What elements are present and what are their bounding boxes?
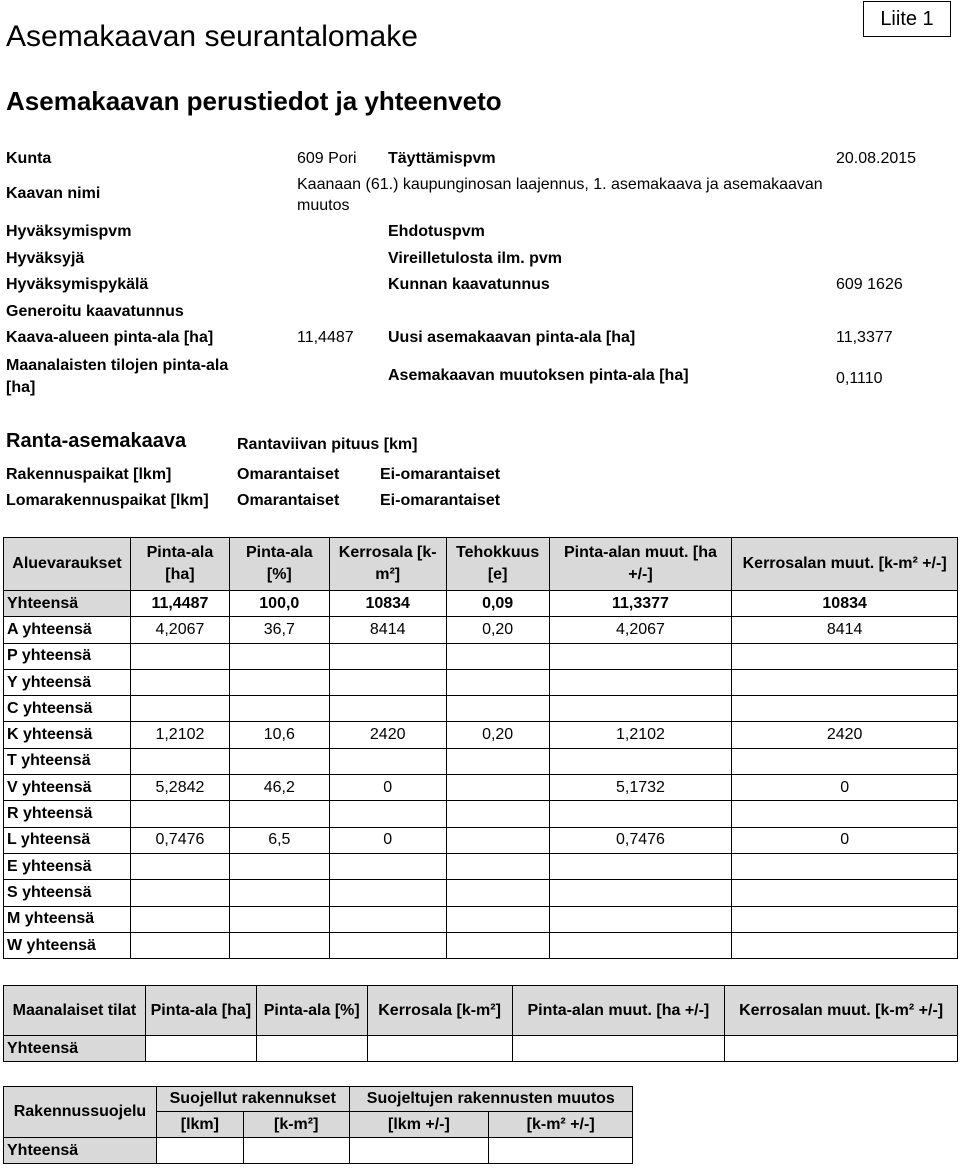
table-cell [229, 643, 329, 669]
table-cell [130, 801, 229, 827]
table-cell [732, 669, 958, 695]
maanalaisten-label-2: [ha] [6, 379, 36, 396]
table-cell: 11,4487 [130, 591, 229, 617]
maanalaiset-total-cell [512, 1036, 725, 1062]
tayttamispvm-label: Täyttämispvm [388, 150, 496, 167]
table-cell: 2420 [329, 722, 446, 748]
maanalaiset-total-cell [367, 1036, 512, 1062]
table-cell [229, 880, 329, 906]
section-title: Asemakaavan perustiedot ja yhteenveto [6, 86, 502, 116]
suojelu-sub-km2: [k-m²] [243, 1112, 349, 1138]
table-cell: 46,2 [229, 775, 329, 801]
row-label: A yhteensä [4, 617, 131, 643]
maanalaiset-total-cell [256, 1036, 367, 1062]
kunta-label: Kunta [6, 150, 52, 167]
form-title: Asemakaavan seurantalomake [6, 20, 418, 53]
table-cell [549, 696, 732, 722]
kaavan-nimi-value-2: muutos [297, 197, 350, 214]
row-label: K yhteensä [4, 722, 131, 748]
table-row [4, 591, 958, 617]
table-cell [130, 748, 229, 774]
table-cell [229, 853, 329, 879]
suojelu-total-cell [349, 1138, 489, 1164]
table-cell: 100,0 [229, 591, 329, 617]
table-row [4, 880, 958, 906]
table-cell [446, 932, 549, 958]
table-row [4, 932, 958, 958]
table-row [4, 617, 958, 643]
row-label: M yhteensä [4, 906, 131, 932]
header-pinta-ala-ha: Pinta-ala [ha] [130, 538, 229, 591]
kunnan-kaavatunnus-value: 609 1626 [836, 276, 903, 293]
table-row [4, 775, 958, 801]
table-cell: 5,1732 [549, 775, 732, 801]
rakennussuojelu-table [3, 1086, 633, 1164]
table-cell [329, 880, 446, 906]
header-tehokkuus: Tehokkuus [e] [446, 538, 549, 591]
table-cell [732, 932, 958, 958]
suojelu-total-cell [489, 1138, 633, 1164]
table-cell [229, 906, 329, 932]
kunnan-kaavatunnus-label: Kunnan kaavatunnus [388, 276, 550, 293]
table-cell: 4,2067 [130, 617, 229, 643]
aluevaraukset-table [3, 537, 958, 959]
maanalaiset-table [3, 985, 958, 1062]
muutoksen-value: 0,1110 [836, 370, 883, 387]
uusi-pinta-ala-label: Uusi asemakaavan pinta-ala [ha] [388, 329, 636, 346]
table-cell [446, 880, 549, 906]
maanalaiset-header-tilat: Maanalaiset tilat [4, 986, 146, 1036]
table-cell [732, 643, 958, 669]
maanalaiset-header-kerrosalan-muut: Kerrosalan muut. [k-m² +/-] [725, 986, 958, 1036]
table-cell: 0,7476 [549, 827, 732, 853]
table-cell [549, 880, 732, 906]
hyvaksymispykala-label: Hyväksymispykälä [6, 276, 149, 293]
table-cell: 8414 [732, 617, 958, 643]
table-cell [446, 775, 549, 801]
appendix-label: Liite 1 [863, 1, 951, 37]
ehdotuspvm-label: Ehdotuspvm [388, 223, 485, 240]
hyvaksymispvm-label: Hyväksymispvm [6, 223, 132, 240]
maanalaiset-header-pinta-ala-pct: Pinta-ala [%] [256, 986, 367, 1036]
header-pinta-alan-muut: Pinta-alan muut. [ha +/-] [549, 538, 732, 591]
table-row [4, 669, 958, 695]
header-kerrosalan-muut: Kerrosalan muut. [k-m² +/-] [732, 538, 958, 591]
suojelu-sub-lkm: [lkm] [156, 1112, 243, 1138]
table-row [4, 643, 958, 669]
table-cell [446, 853, 549, 879]
table-cell [446, 643, 549, 669]
lomarakennuspaikat-label: Lomarakennuspaikat [lkm] [6, 492, 209, 509]
table-cell: 0 [732, 775, 958, 801]
table-cell [446, 669, 549, 695]
maanalaiset-header-pinta-alan-muut: Pinta-alan muut. [ha +/-] [512, 986, 725, 1036]
kunta-value: 609 Pori [297, 150, 357, 167]
table-cell: 1,2102 [549, 722, 732, 748]
suojelu-sub-km2-change: [k-m² +/-] [489, 1112, 633, 1138]
lomarakennuspaikat-omarantaiset: Omarantaiset [237, 492, 340, 509]
row-label: W yhteensä [4, 932, 131, 958]
table-cell: 0,20 [446, 617, 549, 643]
table-cell: 0,7476 [130, 827, 229, 853]
row-label: L yhteensä [4, 827, 131, 853]
table-cell: 4,2067 [549, 617, 732, 643]
table-cell [732, 880, 958, 906]
table-cell [732, 696, 958, 722]
table-cell [549, 801, 732, 827]
table-cell [732, 748, 958, 774]
maanalaiset-total-cell [725, 1036, 958, 1062]
table-cell: 10834 [732, 591, 958, 617]
table-cell [329, 932, 446, 958]
rakennuspaikat-omarantaiset: Omarantaiset [237, 466, 340, 483]
table-cell [229, 748, 329, 774]
table-cell [329, 906, 446, 932]
table-cell [130, 643, 229, 669]
lomarakennuspaikat-ei-omarantaiset: Ei-omarantaiset [380, 492, 501, 509]
table-cell: 6,5 [229, 827, 329, 853]
table-cell [229, 696, 329, 722]
maanalaisten-label-1: Maanalaisten tilojen pinta-ala [6, 357, 229, 374]
row-label: V yhteensä [4, 775, 131, 801]
table-row [4, 906, 958, 932]
maanalaiset-header-pinta-ala-ha: Pinta-ala [ha] [145, 986, 256, 1036]
table-cell [229, 801, 329, 827]
table-cell [732, 853, 958, 879]
table-cell [732, 906, 958, 932]
tayttamispvm-value: 20.08.2015 [836, 150, 917, 167]
kaava-alueen-label: Kaava-alueen pinta-ala [ha] [6, 329, 214, 346]
table-cell [329, 643, 446, 669]
table-cell: 36,7 [229, 617, 329, 643]
table-cell [549, 906, 732, 932]
rakennuspaikat-label: Rakennuspaikat [lkm] [6, 466, 172, 483]
kaava-alueen-value: 11,4487 [297, 329, 354, 346]
row-label: S yhteensä [4, 880, 131, 906]
table-row [4, 827, 958, 853]
table-cell [130, 906, 229, 932]
generoitu-label: Generoitu kaavatunnus [6, 303, 184, 320]
table-cell [446, 748, 549, 774]
header-kerrosala: Kerrosala [k-m²] [329, 538, 446, 591]
table-cell [329, 853, 446, 879]
table-cell [446, 801, 549, 827]
suojelu-total-cell [243, 1138, 349, 1164]
row-label: Y yhteensä [4, 669, 131, 695]
row-label: E yhteensä [4, 853, 131, 879]
table-cell: 10,6 [229, 722, 329, 748]
header-pinta-ala-pct: Pinta-ala [%] [229, 538, 329, 591]
table-cell: 1,2102 [130, 722, 229, 748]
table-cell [446, 827, 549, 853]
suojelu-total-cell [156, 1138, 243, 1164]
header-aluevaraukset: Aluevaraukset [4, 538, 131, 591]
table-row [4, 696, 958, 722]
row-label: Yhteensä [4, 591, 131, 617]
table-cell [549, 853, 732, 879]
table-cell: 2420 [732, 722, 958, 748]
ranta-title: Ranta-asemakaava [6, 430, 187, 452]
suojelu-group-muutos: Suojeltujen rakennusten muutos [349, 1087, 632, 1112]
table-cell [130, 853, 229, 879]
kaavan-nimi-value-1: Kaanaan (61.) kaupunginosan laajennus, 1. asemakaava ja asemakaavan [297, 176, 823, 193]
vireilletulo-label: Vireilletulosta ilm. pvm [388, 250, 562, 267]
table-cell [549, 932, 732, 958]
uusi-pinta-ala-value: 11,3377 [836, 329, 893, 346]
suojelu-group-suojellut: Suojellut rakennukset [156, 1087, 349, 1112]
table-cell: 5,2842 [130, 775, 229, 801]
rakennuspaikat-ei-omarantaiset: Ei-omarantaiset [380, 466, 501, 483]
table-cell [329, 669, 446, 695]
row-label: T yhteensä [4, 748, 131, 774]
table-cell [130, 932, 229, 958]
table-cell: 8414 [329, 617, 446, 643]
table-cell [130, 696, 229, 722]
table-cell [229, 932, 329, 958]
table-row [4, 748, 958, 774]
table-cell [329, 801, 446, 827]
table-cell: 0,20 [446, 722, 549, 748]
table-row [4, 853, 958, 879]
row-label: C yhteensä [4, 696, 131, 722]
table-cell [329, 696, 446, 722]
table-cell: 10834 [329, 591, 446, 617]
table-cell [329, 748, 446, 774]
kaavan-nimi-label: Kaavan nimi [6, 185, 101, 202]
suojelu-total-label: Yhteensä [4, 1138, 157, 1164]
maanalaiset-total-label: Yhteensä [4, 1036, 146, 1062]
table-cell: 0 [329, 775, 446, 801]
muutoksen-label: Asemakaavan muutoksen pinta-ala [ha] [388, 367, 689, 384]
table-cell: 0 [732, 827, 958, 853]
table-cell [549, 748, 732, 774]
table-row [4, 722, 958, 748]
table-cell [549, 669, 732, 695]
table-cell: 0 [329, 827, 446, 853]
suojelu-row-header: Rakennussuojelu [4, 1087, 157, 1138]
table-cell: 11,3377 [549, 591, 732, 617]
table-row [4, 801, 958, 827]
table-cell: 0,09 [446, 591, 549, 617]
maanalaiset-header-kerrosala: Kerrosala [k-m²] [367, 986, 512, 1036]
table-cell [549, 643, 732, 669]
rantaviiva-label: Rantaviivan pituus [km] [237, 436, 418, 453]
hyvaksyja-label: Hyväksyjä [6, 250, 85, 267]
table-cell [130, 880, 229, 906]
table-cell [732, 801, 958, 827]
table-cell [130, 669, 229, 695]
suojelu-sub-lkm-change: [lkm +/-] [349, 1112, 489, 1138]
row-label: P yhteensä [4, 643, 131, 669]
table-cell [229, 669, 329, 695]
row-label: R yhteensä [4, 801, 131, 827]
maanalaiset-total-cell [145, 1036, 256, 1062]
table-cell [446, 696, 549, 722]
table-cell [446, 906, 549, 932]
